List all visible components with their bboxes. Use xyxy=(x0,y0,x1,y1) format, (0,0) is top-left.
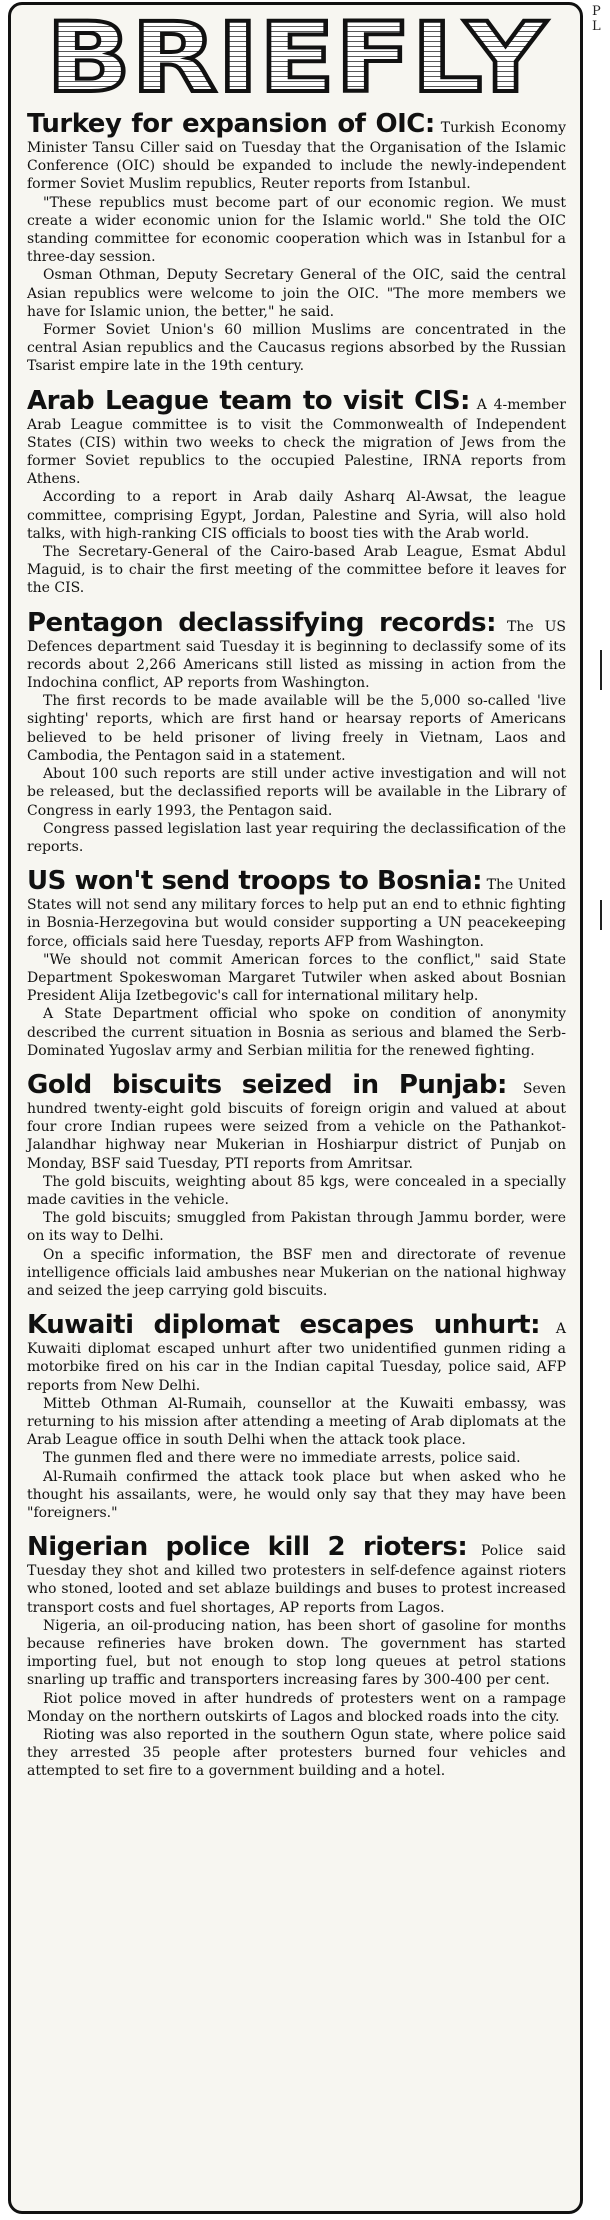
story-headline: Kuwaiti diplomat escapes unhurt: xyxy=(27,1310,540,1341)
story-lead xyxy=(27,1532,566,1617)
story-nigerian-police xyxy=(27,1532,566,1780)
story-kuwaiti-diplomat xyxy=(27,1310,566,1522)
story-headline: Gold biscuits seized in Punjab: xyxy=(27,1069,507,1100)
story-paragraph-text: A Kuwaiti diplomat escaped unhurt after two unidentified gunmen riding a motorbike fired on his car in the Indian capital Tuesday, police said, AFP reports from New Delhi. xyxy=(27,1321,567,1394)
story-arab-league xyxy=(27,386,566,598)
story-lead xyxy=(27,386,566,489)
story-paragraph: The first records to be made available will be the 5,000 so-called 'live sighting' reports, which are first hand or hearsay reports of Americans believed to be held prisoner of living freely in Vietnam, Laos and Cambodia, the Pentagon said in a statement. xyxy=(27,693,566,764)
story-paragraph: Congress passed legislation last year requiring the declassification of the reports. xyxy=(27,820,566,855)
story-paragraph-text: Seven hundred twenty-eight gold biscuits of foreign origin and valued at about four crore Indian rupees were seized from a vehicle on the Pathankot-Jalandhar highway near Mukerian in Hoshiarpur district of Punjab on Monday, BSF said Tuesday, PTI reports from Amritsar. xyxy=(27,1080,566,1172)
story-lead xyxy=(27,608,566,693)
story-gold-punjab xyxy=(27,1070,566,1300)
story-paragraph: Osman Othman, Deputy Secretary General of the OIC, said the central Asian republics were welcome to join the OIC. "The more members we have for Islamic union, the better," he said. xyxy=(27,267,566,320)
adjacent-text-line-2: L xyxy=(592,19,601,34)
story-paragraph: Rioting was also reported in the southern Ogun state, where police said they arrested 35 people after protesters burned four vehicles and attempted to set fire to a government building and a hotel. xyxy=(27,1727,566,1780)
story-headline: Pentagon declassifying records: xyxy=(27,607,497,638)
story-paragraph: Former Soviet Union's 60 million Muslims are concentrated in the central Asian republics and the Caucasus regions absorbed by the Russian Tsarist empire late in the 19th century. xyxy=(27,322,566,375)
story-lead xyxy=(27,1310,566,1395)
story-headline: Nigerian police kill 2 rioters: xyxy=(27,1532,468,1563)
story-paragraph: Mitteb Othman Al-Rumaih, counsellor at the Kuwaiti embassy, was returning to his mission after attending a meeting of Arab diplomats at the Arab League office in south Delhi when the attack took place. xyxy=(27,1395,566,1449)
story-headline: Turkey for expansion of OIC: xyxy=(27,109,435,139)
story-paragraph: The gunmen fled and there were no immediate arrests, police said. xyxy=(43,1450,521,1467)
briefly-box xyxy=(8,2,583,2214)
story-paragraph-text: Police said Tuesday they shot and killed two protesters in self-defence against rioters who stoned, looted and set ablaze buildings and buses to protest increased transport costs and fuel shortages, AP reports from Lagos. xyxy=(27,1543,566,1616)
story-paragraph: Al-Rumaih confirmed the attack took place but when asked who he thought his assailants, were, he would only say that they may have been "foreigners." xyxy=(27,1468,566,1521)
adjacent-column-rule xyxy=(600,650,602,690)
story-paragraph: The gold biscuits; smuggled from Pakistan through Jammu border, were on its way to Delhi. xyxy=(27,1210,566,1245)
story-headline: Arab League team to visit CIS: xyxy=(27,385,470,416)
story-paragraph: The Secretary-General of the Cairo-based Arab League, Esmat Abdul Maguid, is to chair the first meeting of the committee before it leaves for the CIS. xyxy=(27,544,566,597)
story-headline: US won't send troops to Bosnia: xyxy=(27,866,483,897)
story-paragraph-text: Turkish Economy Minister Tansu Ciller said on Tuesday that the Organisation of the Islamic Conference (OIC) should be expanded to include the newly-independent former Soviet Muslim republics, Reuter reports from Istanbul. xyxy=(27,120,566,193)
stories-column xyxy=(11,103,580,1781)
story-us-bosnia xyxy=(27,866,566,1060)
story-paragraph: "These republics must become part of our economic region. We must create a wider economic union for the Islamic world." She told the OIC standing committee for economic cooperation which was in Istanbul for a three-day session. xyxy=(27,194,566,266)
adjacent-text-line-1: P xyxy=(592,4,601,19)
story-paragraph: A State Department official who spoke on condition of anonymity described the current situation in Bosnia as serious and blamed the Serb-Dominated Yugoslav army and Serbian militia for the renewed fighting. xyxy=(27,1006,566,1059)
masthead-title: BRIEFLY xyxy=(45,11,548,103)
story-paragraph-text: A 4-member Arab League committee is to visit the Commonwealth of Independent States (CIS) within two weeks to check the migration of Jews from the former Soviet republics to the occupied Palestine, IRNA reports from Athens. xyxy=(27,396,567,488)
story-lead xyxy=(27,109,566,194)
story-turkey-oic xyxy=(27,109,566,376)
story-paragraph: According to a report in Arab daily Asharq Al-Awsat, the league committee, comprising Egypt, Jordan, Palestine and Syria, will also hold talks, with high-ranking CIS officials to boost ties with the Arab world. xyxy=(27,489,566,542)
story-paragraph-text: The United States will not send any military forces to help put an end to ethnic fighting in Bosnia-Herzegovina but would consider supporting a UN peacekeeping force, officials said here Tuesday, reports AFP from Washington. xyxy=(27,877,567,950)
story-paragraph-text: The US Defences department said Tuesday it is beginning to declassify some of its records about 2,266 Americans still listed as missing in action from the Indochina conflict, AP reports from Washington. xyxy=(27,618,566,692)
story-lead xyxy=(27,1070,566,1173)
story-paragraph: The gold biscuits, weighting about 85 kgs, were concealed in a specially made cavities in the vehicle. xyxy=(27,1173,566,1208)
story-paragraph: "We should not commit American forces to the conflict," said State Department Spokeswoman Margaret Tutwiler when asked about Bosnian President Alija Izetbegovic's call for international military help. xyxy=(27,951,566,1005)
briefly-masthead xyxy=(36,11,556,103)
adjacent-column-rule-lower xyxy=(600,900,602,930)
story-paragraph: Riot police moved in after hundreds of protesters went on a rampage Monday on the northern outskirts of Lagos and blocked roads into the city. xyxy=(27,1690,566,1725)
adjacent-column-fragment xyxy=(592,4,601,34)
story-pentagon-records xyxy=(27,608,566,856)
story-paragraph: Nigeria, an oil-producing nation, has been short of gasoline for months because refineries have broken down. The government has started importing fuel, but not enough to stop long queues at petrol stations snarling up traffic and transporters increasing fares by 300-400 per cent. xyxy=(27,1617,566,1689)
story-lead xyxy=(27,866,566,951)
story-paragraph: On a specific information, the BSF men and directorate of revenue intelligence officials laid ambushes near Mukerian on the national highway and seized the jeep carrying gold biscuits. xyxy=(27,1246,566,1299)
story-paragraph: About 100 such reports are still under active investigation and will not be released, but the declassified reports will be available in the Library of Congress in early 1993, the Pentagon said. xyxy=(27,766,566,819)
